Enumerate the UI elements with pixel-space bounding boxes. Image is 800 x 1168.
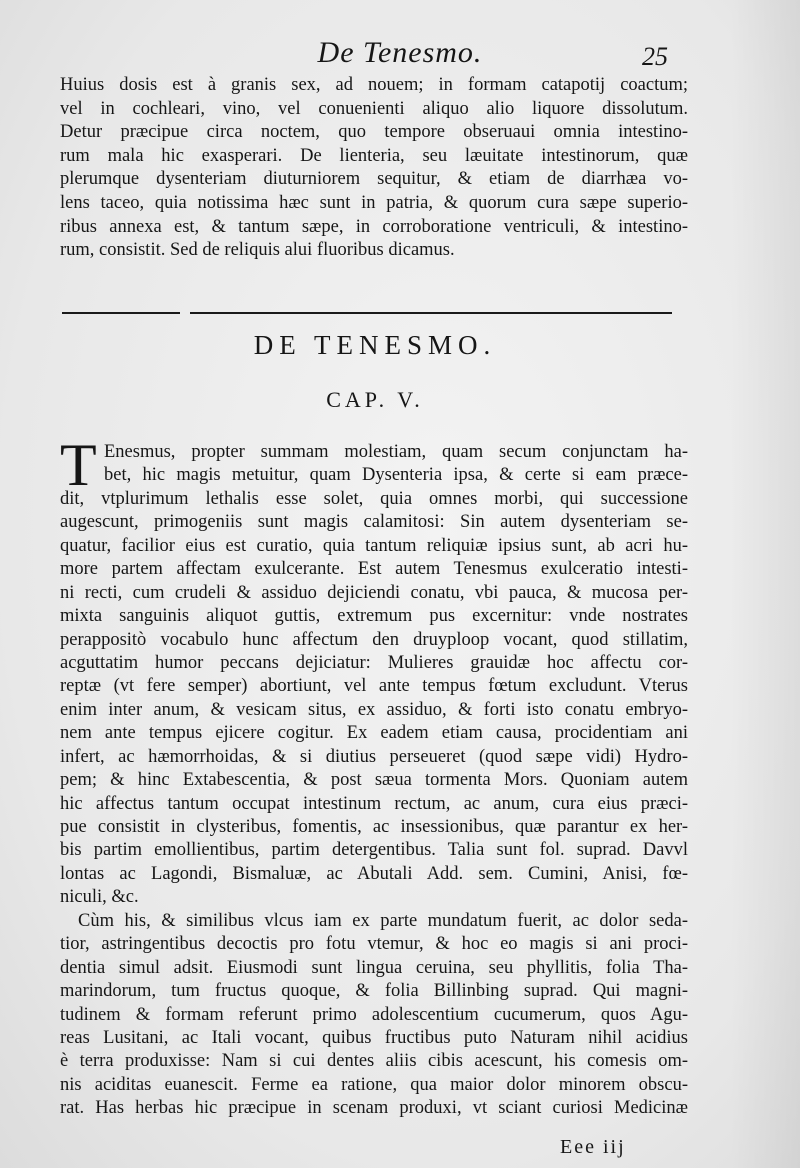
text-line: Huius dosis est à granis sex, ad nouem; in formam catapotij coactum; bbox=[60, 75, 688, 95]
text-line: quatur, facilior eius est curatio, quia tantum reliquiæ ipsius sunt, ab acri hu- bbox=[60, 535, 688, 556]
text-line: vel in cochleari, vino, vel conuenienti aliquo alio liquore dissolutum. bbox=[60, 98, 688, 119]
chapter-heading: DE TENESMO. bbox=[253, 330, 497, 360]
text-line: pue consistit in clysteribus, fomentis, ac insessionibus, quæ parantur ex her- bbox=[60, 817, 688, 837]
text-line: augescunt, primogeniis sunt magis calamitosi: Sin autem dysenteriam se- bbox=[60, 512, 688, 533]
text-line: è terra produxisse: Nam si cui dentes aliis cibis acescunt, his comesis om- bbox=[60, 1051, 688, 1072]
text-line: enim inter anum, & vesicam situs, ex assiduo, & forti isto conatu embryo- bbox=[60, 699, 688, 720]
text-line: more partem affectam exulcerante. Est autem Tenesmus exulceratio intesti- bbox=[60, 559, 688, 580]
divider-rule-right bbox=[190, 312, 672, 314]
text-line: dentia simul adsit. Eiusmodi sunt lingua ceruina, seu phyllitis, folia Tha- bbox=[60, 957, 688, 978]
catchword-signature: Eee iij bbox=[560, 1136, 626, 1158]
text-line: ni recti, cum crudeli & assiduo dejiciendi conatu, vbi pauca, & mucosa per- bbox=[60, 582, 688, 603]
text-line: perappositò vocabulo hunc affectum den druyploop vocant, quod stillatim, bbox=[60, 629, 688, 650]
text-line: dit, vtplurimum lethalis esse solet, quia omnes morbi, qui successione bbox=[60, 488, 688, 509]
page-shadow bbox=[730, 0, 800, 1168]
text-line: bet, hic magis metuitur, quam Dysenteria ipsa, & certe si eam præce- bbox=[104, 465, 688, 486]
text-line: acguttatim humor peccans dejiciatur: Mulieres grauidæ hoc affectu cor- bbox=[60, 652, 688, 673]
text-line: mixta sanguinis aliquot guttis, extremum pus excernitur: vnde nostrates bbox=[60, 606, 688, 627]
drop-cap-letter: T bbox=[60, 432, 97, 498]
text-line: rum, consistit. Sed de reliquis alui fluoribus dicamus. bbox=[60, 240, 455, 261]
divider-rule-left bbox=[62, 312, 180, 314]
text-line: Cùm his, & similibus vlcus iam ex parte mundatum fuerit, ac dolor seda- bbox=[78, 910, 688, 931]
chapter-label: CAP. V. bbox=[326, 387, 424, 412]
text-line: tudinem & formam referunt primo adolescentium cucumerum, quos Agu- bbox=[60, 1004, 688, 1025]
text-line: niculi, &c. bbox=[60, 887, 139, 908]
running-title: De Tenesmo. bbox=[317, 36, 483, 69]
page-number: 25 bbox=[642, 42, 668, 71]
text-line: rum mala hic exasperari. De lienteria, seu læuitate intestinorum, quæ bbox=[60, 145, 688, 166]
body-paragraph bbox=[60, 441, 688, 1121]
text-line: ribus annexa est, & tantum sæpe, in corroboratione ventriculi, & intestino- bbox=[60, 216, 688, 237]
text-line: bis partim emollientibus, partim detergentibus. Talia sunt fol. suprad. Davvl bbox=[60, 840, 688, 861]
text-line: nem ante tempus ejicere cogitur. Ex eadem etiam causa, procidentiam ani bbox=[60, 723, 688, 744]
text-line: lontas ac Lagondi, Bismaluæ, ac Abutali Add. sem. Cumini, Anisi, fœ- bbox=[60, 863, 688, 884]
text-line: pem; & hinc Extabescentia, & post sæua tormenta Mors. Quoniam autem bbox=[60, 770, 688, 791]
text-line: reas Lusitani, ac Itali vocant, quibus fructibus puto Naturam nihil acidius bbox=[60, 1027, 688, 1048]
text-line: lens taceo, quia notissima hæc sunt in patria, & quorum cura sæpe superio- bbox=[60, 192, 688, 213]
text-line: rat. Has herbas hic præcipue in scenam produxi, vt sciant curiosi Medicinæ bbox=[60, 1098, 688, 1119]
top-paragraph bbox=[60, 74, 688, 263]
text-line: marindorum, tum fructus quoque, & folia Billinbing suprad. Qui magni- bbox=[60, 981, 688, 1002]
text-line: infert, ac hæmorrhoidas, & si diutius perseueret (quod sæpe vidi) Hydro- bbox=[60, 746, 688, 767]
text-line: hic affectus tantum occupat intestinum rectum, ac anum, cura eius præci- bbox=[60, 793, 688, 814]
text-line: nis aciditas euanescit. Ferme ea ratione, qua maior dolor minorem obscu- bbox=[60, 1074, 688, 1095]
text-line: Enesmus, propter summam molestiam, quam secum conjunctam ha- bbox=[104, 442, 688, 462]
text-line: plerumque dysenteriam diuturniorem sequitur, & etiam de diarrhæa vo- bbox=[60, 169, 688, 190]
text-line: tior, astringentibus decoctis pro fotu vtemur, & hoc eo magis si ani proci- bbox=[60, 934, 688, 955]
text-line: Detur præcipue circa noctem, quo tempore obseruaui omnia intestino- bbox=[60, 122, 688, 143]
text-line: reptæ (vt fere semper) abortiunt, vel ante tempus fœtum excludunt. Vterus bbox=[60, 676, 688, 697]
